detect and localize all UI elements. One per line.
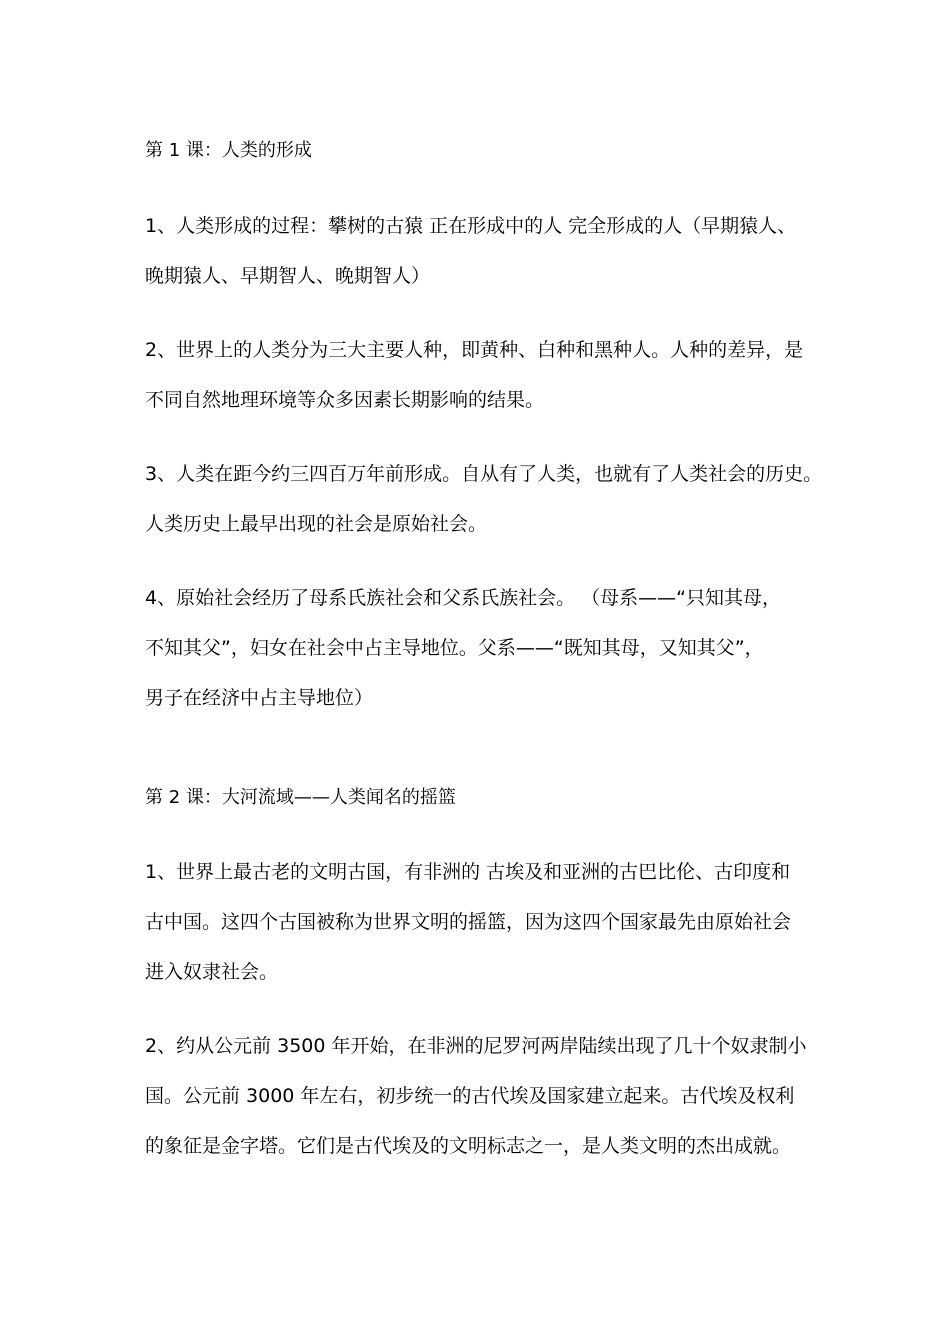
- lesson-1-paragraph-1-line-1: 1、人类形成的过程：攀树的古猿 正在形成中的人 完全形成的人（早期猿人、: [145, 215, 797, 237]
- lesson-1-heading: 第 1 课：人类的形成: [145, 140, 312, 161]
- lesson-1-paragraph-2-line-1: 2、世界上的人类分为三大主要人种，即黄种、白种和黑种人。人种的差异，是: [145, 339, 804, 361]
- lesson-1-paragraph-4-line-2: 不知其父”，妇女在社会中占主导地位。父系——“既知其母，又知其父”，: [145, 637, 764, 659]
- lesson-2-paragraph-2-line-1: 2、约从公元前 3500 年开始，在非洲的尼罗河两岸陆续出现了几十个奴隶制小: [145, 1035, 807, 1057]
- lesson-2-paragraph-1-line-2: 古中国。这四个古国被称为世界文明的摇篮，因为这四个国家最先由原始社会: [145, 911, 792, 933]
- lesson-2-heading: 第 2 课：大河流域——人类闻名的摇篮: [145, 787, 456, 808]
- lesson-2-paragraph-1-line-1: 1、世界上最古老的文明古国，有非洲的 古埃及和亚洲的古巴比伦、古印度和: [145, 861, 791, 883]
- lesson-1-paragraph-4-line-1: 4、原始社会经历了母系氏族社会和父系氏族社会。 （母系——“只知其母，: [145, 587, 781, 609]
- lesson-1-paragraph-3-line-2: 人类历史上最早出现的社会是原始社会。: [145, 513, 488, 535]
- lesson-2-paragraph-2-line-2: 国。公元前 3000 年左右，初步统一的古代埃及国家建立起来。古代埃及权利: [145, 1085, 795, 1107]
- lesson-2-paragraph-2-line-3: 的象征是金字塔。它们是古代埃及的文明标志之一，是人类文明的杰出成就。: [145, 1135, 792, 1157]
- lesson-2-paragraph-1-line-3: 进入奴隶社会。: [145, 961, 279, 983]
- lesson-1-paragraph-4-line-3: 男子在经济中占主导地位）: [145, 687, 374, 709]
- lesson-1-paragraph-3-line-1: 3、人类在距今约三四百万年前形成。自从有了人类，也就有了人类社会的历史。: [145, 463, 823, 485]
- lesson-1-paragraph-2-line-2: 不同自然地理环境等众多因素长期影响的结果。: [145, 389, 545, 411]
- lesson-1-paragraph-1-line-2: 晚期猿人、早期智人、晚期智人）: [145, 265, 431, 287]
